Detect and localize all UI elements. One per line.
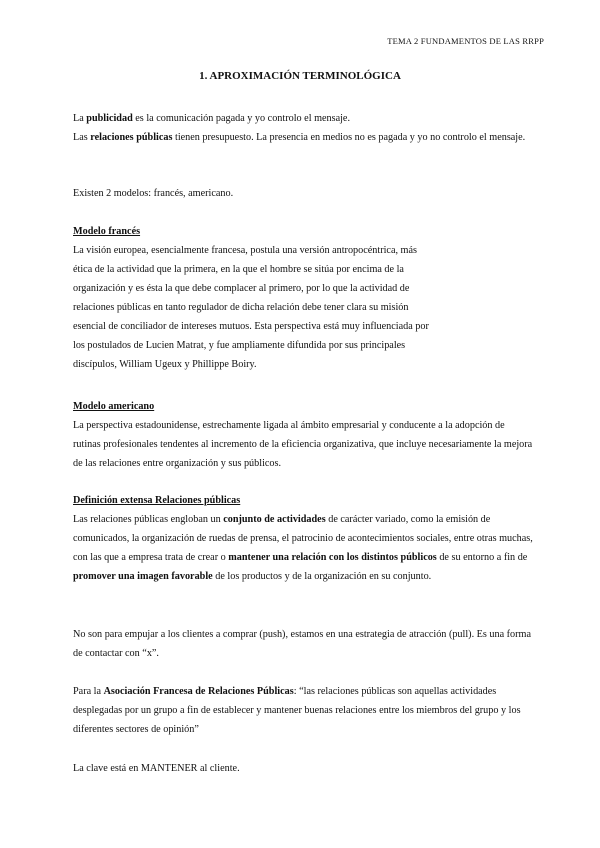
models-line: Existen 2 modelos: francés, americano.: [73, 188, 234, 199]
french-line: discípulos, William Ugeux y Phillippe Boiry.: [73, 359, 257, 370]
french-line: esencial de conciliador de intereses mutuos. Esta perspectiva está muy influenciada por: [73, 321, 429, 332]
definition-section: [73, 491, 533, 586]
french-line: relaciones públicas en tanto regulador de dicha relación debe tener clara su misión: [73, 302, 409, 313]
association-text: [73, 682, 533, 739]
definition-text-part: de su entorno a fin de: [436, 552, 528, 563]
term-publicidad: publicidad: [86, 113, 133, 124]
term-relaciones-publicas: relaciones públicas: [90, 132, 173, 143]
definition-text-part: de los productos y de la organización en su conjunto.: [212, 571, 432, 582]
american-model-heading: Modelo americano: [73, 401, 155, 412]
intro-text: Las: [73, 132, 91, 143]
american-model-section: [73, 397, 533, 473]
french-model-section: [73, 222, 533, 374]
intro-text: tienen presupuesto. La presencia en medios no es pagada y yo no controlo el mensaje.: [172, 132, 526, 143]
association-paragraph: [73, 682, 533, 739]
association-text-part: Para la: [73, 686, 104, 697]
french-line: La visión europea, esencialmente francesa, postula una versión antropocéntrica, más: [73, 245, 417, 256]
intro-line-advertising: [73, 109, 533, 128]
american-model-text: La perspectiva estadounidense, estrechamente ligada al ámbito empresarial y conducente a la adopción de rutinas profesionales tendentes al incremento de la eficiencia organizativa, que incluye necesariamente la mejora de las relaciones entre organización y sus públicos.: [73, 420, 533, 469]
french-line: organización y es ésta la que debe complacer al primero, por lo que la actividad de: [73, 283, 410, 294]
definition-bold: mantener una relación con los distintos públicos: [228, 552, 437, 563]
association-text-part: : “las relaciones públicas son aquellas actividades desplegadas por un grupo a fin de establecer y mantener buenas relaciones entre los miembros del grupo y los diferentes sectores de opinión”: [73, 686, 521, 735]
definition-text-part: de carácter variado, como la emisión de comunicados, la organización de ruedas de prensa, el patrocinio de acontecimientos sociales, entre otras muchas, con las que a empresa trata de crear o: [73, 514, 533, 563]
page-header: TEMA 2 FUNDAMENTOS DE LAS RRPP: [387, 36, 544, 46]
definition-text: [73, 510, 533, 586]
french-line: los postulados de Lucien Matrat, y fue ampliamente difundida por sus principales: [73, 340, 406, 351]
intro-paragraph: [73, 109, 533, 147]
closing-line: La clave está en MANTENER al cliente.: [73, 763, 240, 774]
french-line: ética de la actividad que la primera, en la que el hombre se sitúa por encima de la: [73, 264, 404, 275]
intro-text: es la comunicación pagada y yo controlo el mensaje.: [132, 113, 350, 124]
definition-text-part: Las relaciones públicas engloban un: [73, 514, 224, 525]
definition-bold: conjunto de actividades: [223, 514, 326, 525]
definition-heading: Definición extensa Relaciones públicas: [73, 495, 241, 506]
french-model-heading: Modelo francés: [73, 226, 141, 237]
association-name: Asociación Francesa de Relaciones Públicas: [103, 686, 294, 697]
definition-bold: promover una imagen favorable: [73, 571, 213, 582]
intro-text: La: [73, 113, 87, 124]
intro-line-pr: [73, 128, 533, 147]
push-pull-paragraph: No son para empujar a los clientes a comprar (push), estamos en una estrategia de atracción (pull). Es una forma de contactar con “x”.: [73, 629, 531, 659]
section-title: 1. APROXIMACIÓN TERMINOLÓGICA: [199, 70, 401, 82]
